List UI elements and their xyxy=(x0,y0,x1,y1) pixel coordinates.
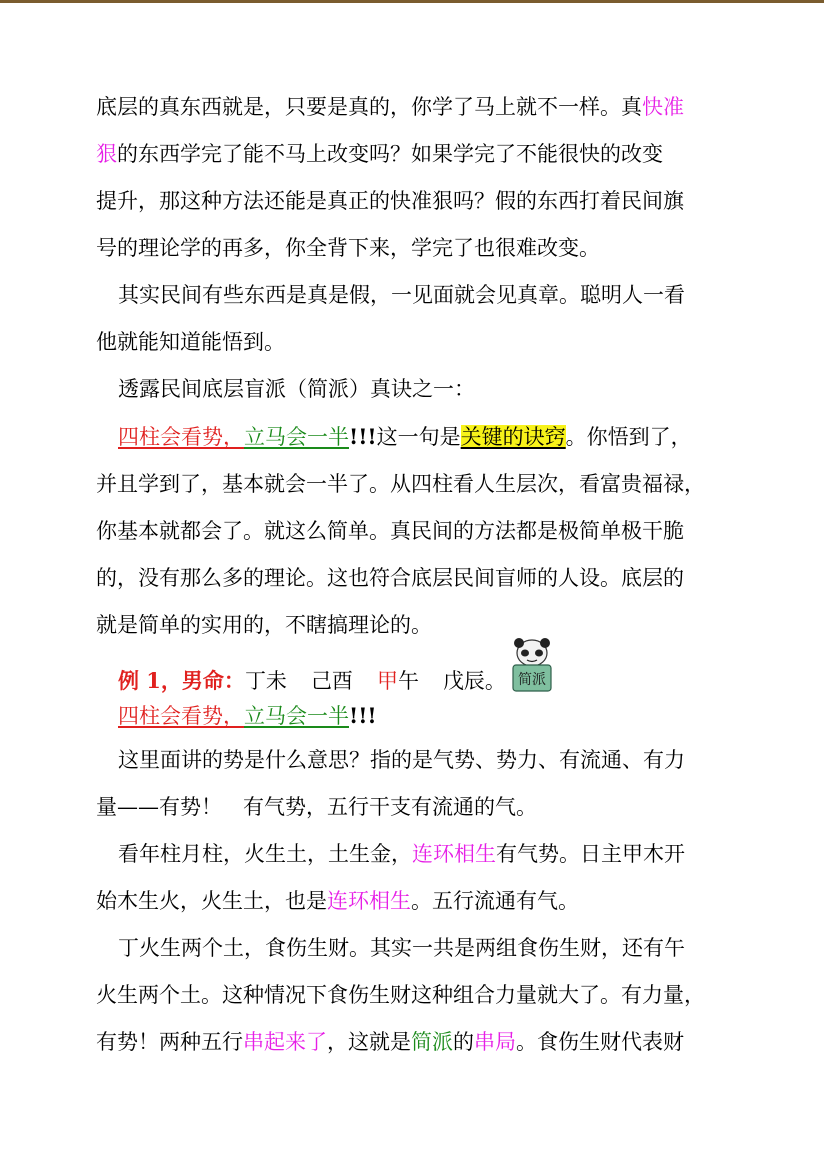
exclamation: !!! xyxy=(349,703,377,728)
slogan-green: 立马会一半 xyxy=(244,704,349,728)
panda-reading-sticker xyxy=(510,637,554,695)
paragraph-line: 这里面讲的势是什么意思？指的是气势、势力、有流通、有力 xyxy=(118,748,685,772)
highlight-term: 串局 xyxy=(474,1030,516,1054)
paragraph-line: 火生两个土。这种情况下食伤生财这种组合力量就大了。有力量， xyxy=(96,983,705,1007)
top-rule xyxy=(0,0,824,3)
highlighted-key-phrase: 关键的诀窍 xyxy=(460,425,566,449)
paragraph-4 xyxy=(96,413,736,649)
paragraph-2 xyxy=(96,272,736,366)
paragraph-line: 就是简单的实用的，不瞎搞理论的。 xyxy=(96,613,432,637)
text-span: ，这就是 xyxy=(327,1030,411,1054)
paragraph-line: 他就能知道能悟到。 xyxy=(96,330,285,354)
paragraph-1 xyxy=(96,84,736,272)
highlight-term: 快准 xyxy=(642,95,684,119)
text-span: 有势！两种五行 xyxy=(96,1030,243,1054)
slogan-red: 四柱会看势， xyxy=(118,425,244,449)
paragraph-line: 丁火生两个土，食伤生财。其实一共是两组食伤生财，还有午 xyxy=(118,936,685,960)
paragraph-line xyxy=(96,831,736,878)
highlight-term-green: 简派 xyxy=(411,1030,453,1054)
paragraph-line: 的，没有那么多的理论。这也符合底层民间盲师的人设。底层的 xyxy=(96,566,684,590)
pillar-year: 丁未 xyxy=(244,669,287,693)
highlight-term: 串起来了 xyxy=(243,1030,327,1054)
example-label: 例 1，男命： xyxy=(118,668,245,693)
paragraph-line: 你基本就都会了。就这么简单。真民间的方法都是极简单极干脆 xyxy=(96,519,684,543)
paragraph-line: 量——有势！ 有气势，五行干支有流通的气。 xyxy=(96,795,537,819)
paragraph-line xyxy=(96,131,736,178)
text-span: 的 xyxy=(453,1030,474,1054)
text-span: 有气势。日主甲木开 xyxy=(496,842,685,866)
exclamation: !!! xyxy=(349,424,377,449)
example-header xyxy=(96,661,736,701)
example-block xyxy=(96,661,736,737)
text-span: 始木生火，火生土，也是 xyxy=(96,889,327,913)
paragraph-line: 透露民间底层盲派（简派）真诀之一： xyxy=(118,377,475,401)
highlight-term: 连环相生 xyxy=(412,842,496,866)
text-span: 。你悟到了， xyxy=(565,425,692,449)
pillar-day-stem: 甲 xyxy=(376,669,398,693)
slogan-green: 立马会一半 xyxy=(244,425,349,449)
paragraph-line xyxy=(96,878,736,925)
slogan-red: 四柱会看势， xyxy=(118,704,244,728)
text-span: 这一句是 xyxy=(376,425,461,449)
paragraph-3 xyxy=(96,366,736,413)
paragraph-6 xyxy=(96,831,736,925)
text-span: 的东西学完了能不马上改变吗？如果学完了不能很快的改变 xyxy=(117,142,663,166)
paragraph-line: 其实民间有些东西是真是假，一见面就会见真章。聪明人一看 xyxy=(118,283,685,307)
svg-text:简派: 简派 xyxy=(517,672,546,688)
document-page xyxy=(96,84,736,1066)
text-span: 。食伤生财代表财 xyxy=(516,1030,684,1054)
paragraph-7 xyxy=(96,925,736,1066)
example-slogan xyxy=(96,701,736,737)
paragraph-line: 提升，那这种方法还能是真正的快准狠吗？假的东西打着民间旗 xyxy=(96,189,684,213)
highlight-term: 连环相生 xyxy=(327,889,411,913)
pillar-month: 己酉 xyxy=(310,669,353,693)
paragraph-5 xyxy=(96,737,736,831)
pillar-day-branch: 午 xyxy=(397,669,419,693)
highlight-term: 狠 xyxy=(96,142,117,166)
paragraph-line: 号的理论学的再多，你全背下来，学完了也很难改变。 xyxy=(96,236,600,260)
paragraph-line xyxy=(96,84,736,131)
text-span: 底层的真东西就是，只要是真的，你学了马上就不一样。真 xyxy=(96,95,642,119)
paragraph-line xyxy=(96,413,736,461)
text-span: 看年柱月柱，火生土，土生金， xyxy=(118,842,412,866)
paragraph-line: 并且学到了，基本就会一半了。从四柱看人生层次，看富贵福禄， xyxy=(96,472,705,496)
paragraph-line xyxy=(96,1019,736,1066)
text-span: 。五行流通有气。 xyxy=(411,889,579,913)
pillar-hour: 戊辰。 xyxy=(442,669,506,693)
